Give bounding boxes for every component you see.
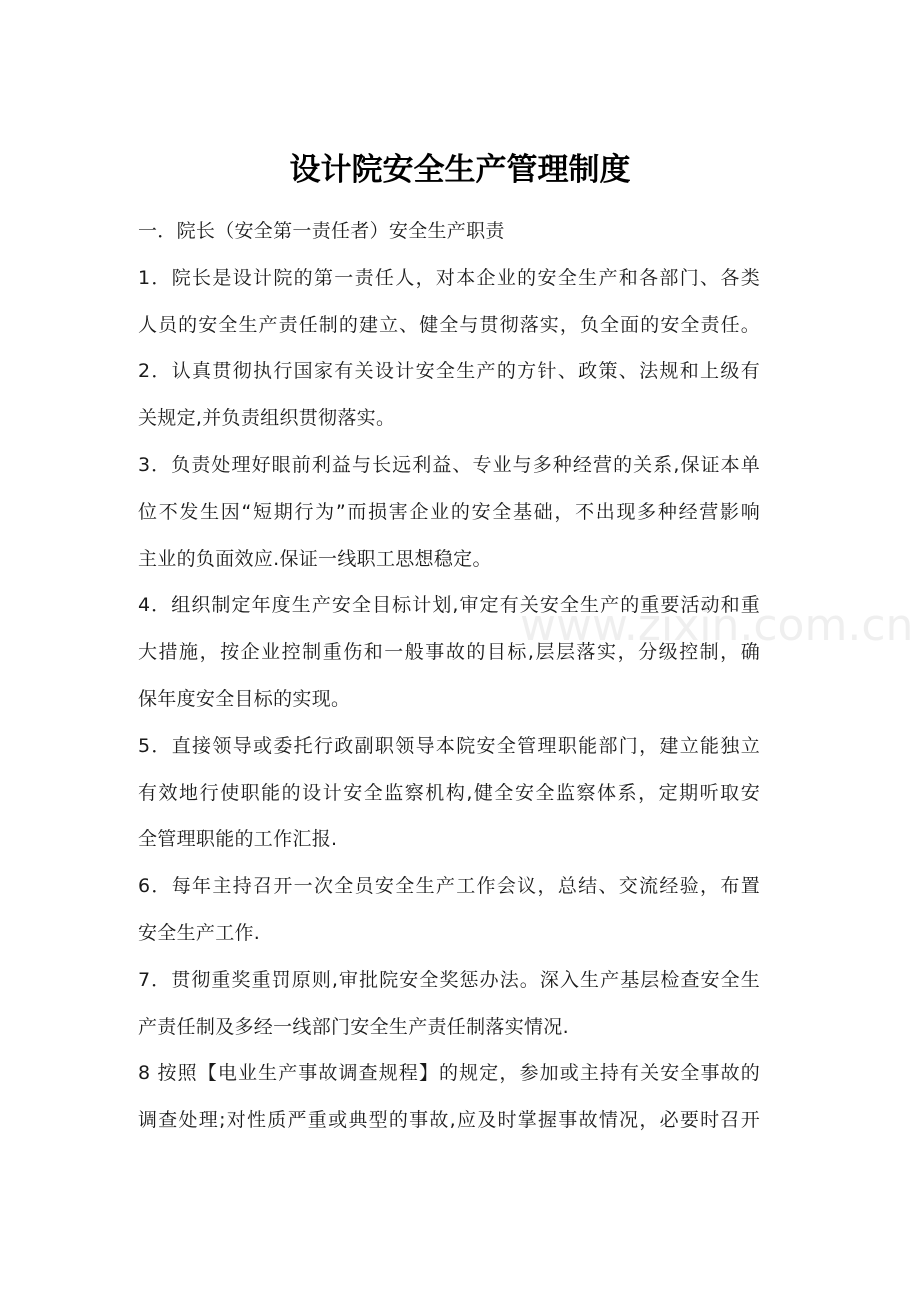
paragraph-line: 8 按照【电业生产事故调查规程】的规定，参加或主持有关安全事故的 xyxy=(138,1062,760,1085)
paragraph-line: 7．贯彻重奖重罚原则,审批院安全奖惩办法。深入生产基层检查安全生 xyxy=(138,968,760,991)
paragraph-line: 关规定,并负责组织贯彻落实。 xyxy=(138,407,396,430)
paragraph-line: 保年度安全目标的实现。 xyxy=(138,687,351,710)
paragraph-line: 人员的安全生产责任制的建立、健全与贯彻落实，负全面的安全责任。 xyxy=(138,313,760,336)
paragraph-line: 位不发生因“短期行为”而损害企业的安全基础，不出现多种经营影响 xyxy=(138,500,760,523)
paragraph-line: 有效地行使职能的设计安全监察机构,健全安全监察体系，定期听取安 xyxy=(138,781,760,804)
watermark: www.zixin.com.cn xyxy=(520,600,914,651)
paragraph-line: 5．直接领导或委托行政副职领导本院安全管理职能部门，建立能独立 xyxy=(138,734,760,757)
paragraph-line: 3．负责处理好眼前利益与长远利益、专业与多种经营的关系,保证本单 xyxy=(138,453,760,476)
paragraph-line: 2．认真贯彻执行国家有关设计安全生产的方针、政策、法规和上级有 xyxy=(138,360,760,383)
document-title: 设计院安全生产管理制度 xyxy=(289,152,631,188)
paragraph-line: 调查处理;对性质严重或典型的事故,应及时掌握事故情况，必要时召开 xyxy=(138,1109,760,1132)
paragraph-line: 4．组织制定年度生产安全目标计划,审定有关安全生产的重要活动和重 xyxy=(138,594,760,617)
paragraph-line: 大措施，按企业控制重伤和一般事故的目标,层层落实，分级控制，确 xyxy=(138,641,760,664)
paragraph-line: 主业的负面效应.保证一线职工思想稳定。 xyxy=(138,547,492,570)
paragraph-line: 安全生产工作. xyxy=(138,921,261,944)
paragraph-line: 全管理职能的工作汇报. xyxy=(138,828,338,851)
paragraph-line: 6．每年主持召开一次全员安全生产工作会议，总结、交流经验，布置 xyxy=(138,875,760,898)
document-body xyxy=(138,208,914,1144)
paragraph-line: 产责任制及多经一线部门安全生产责任制落实情况. xyxy=(138,1015,569,1038)
section-heading: 一．院长（安全第一责任者）安全生产职责 xyxy=(138,220,505,242)
paragraph-line: 1．院长是设计院的第一责任人，对本企业的安全生产和各部门、各类 xyxy=(138,266,760,289)
